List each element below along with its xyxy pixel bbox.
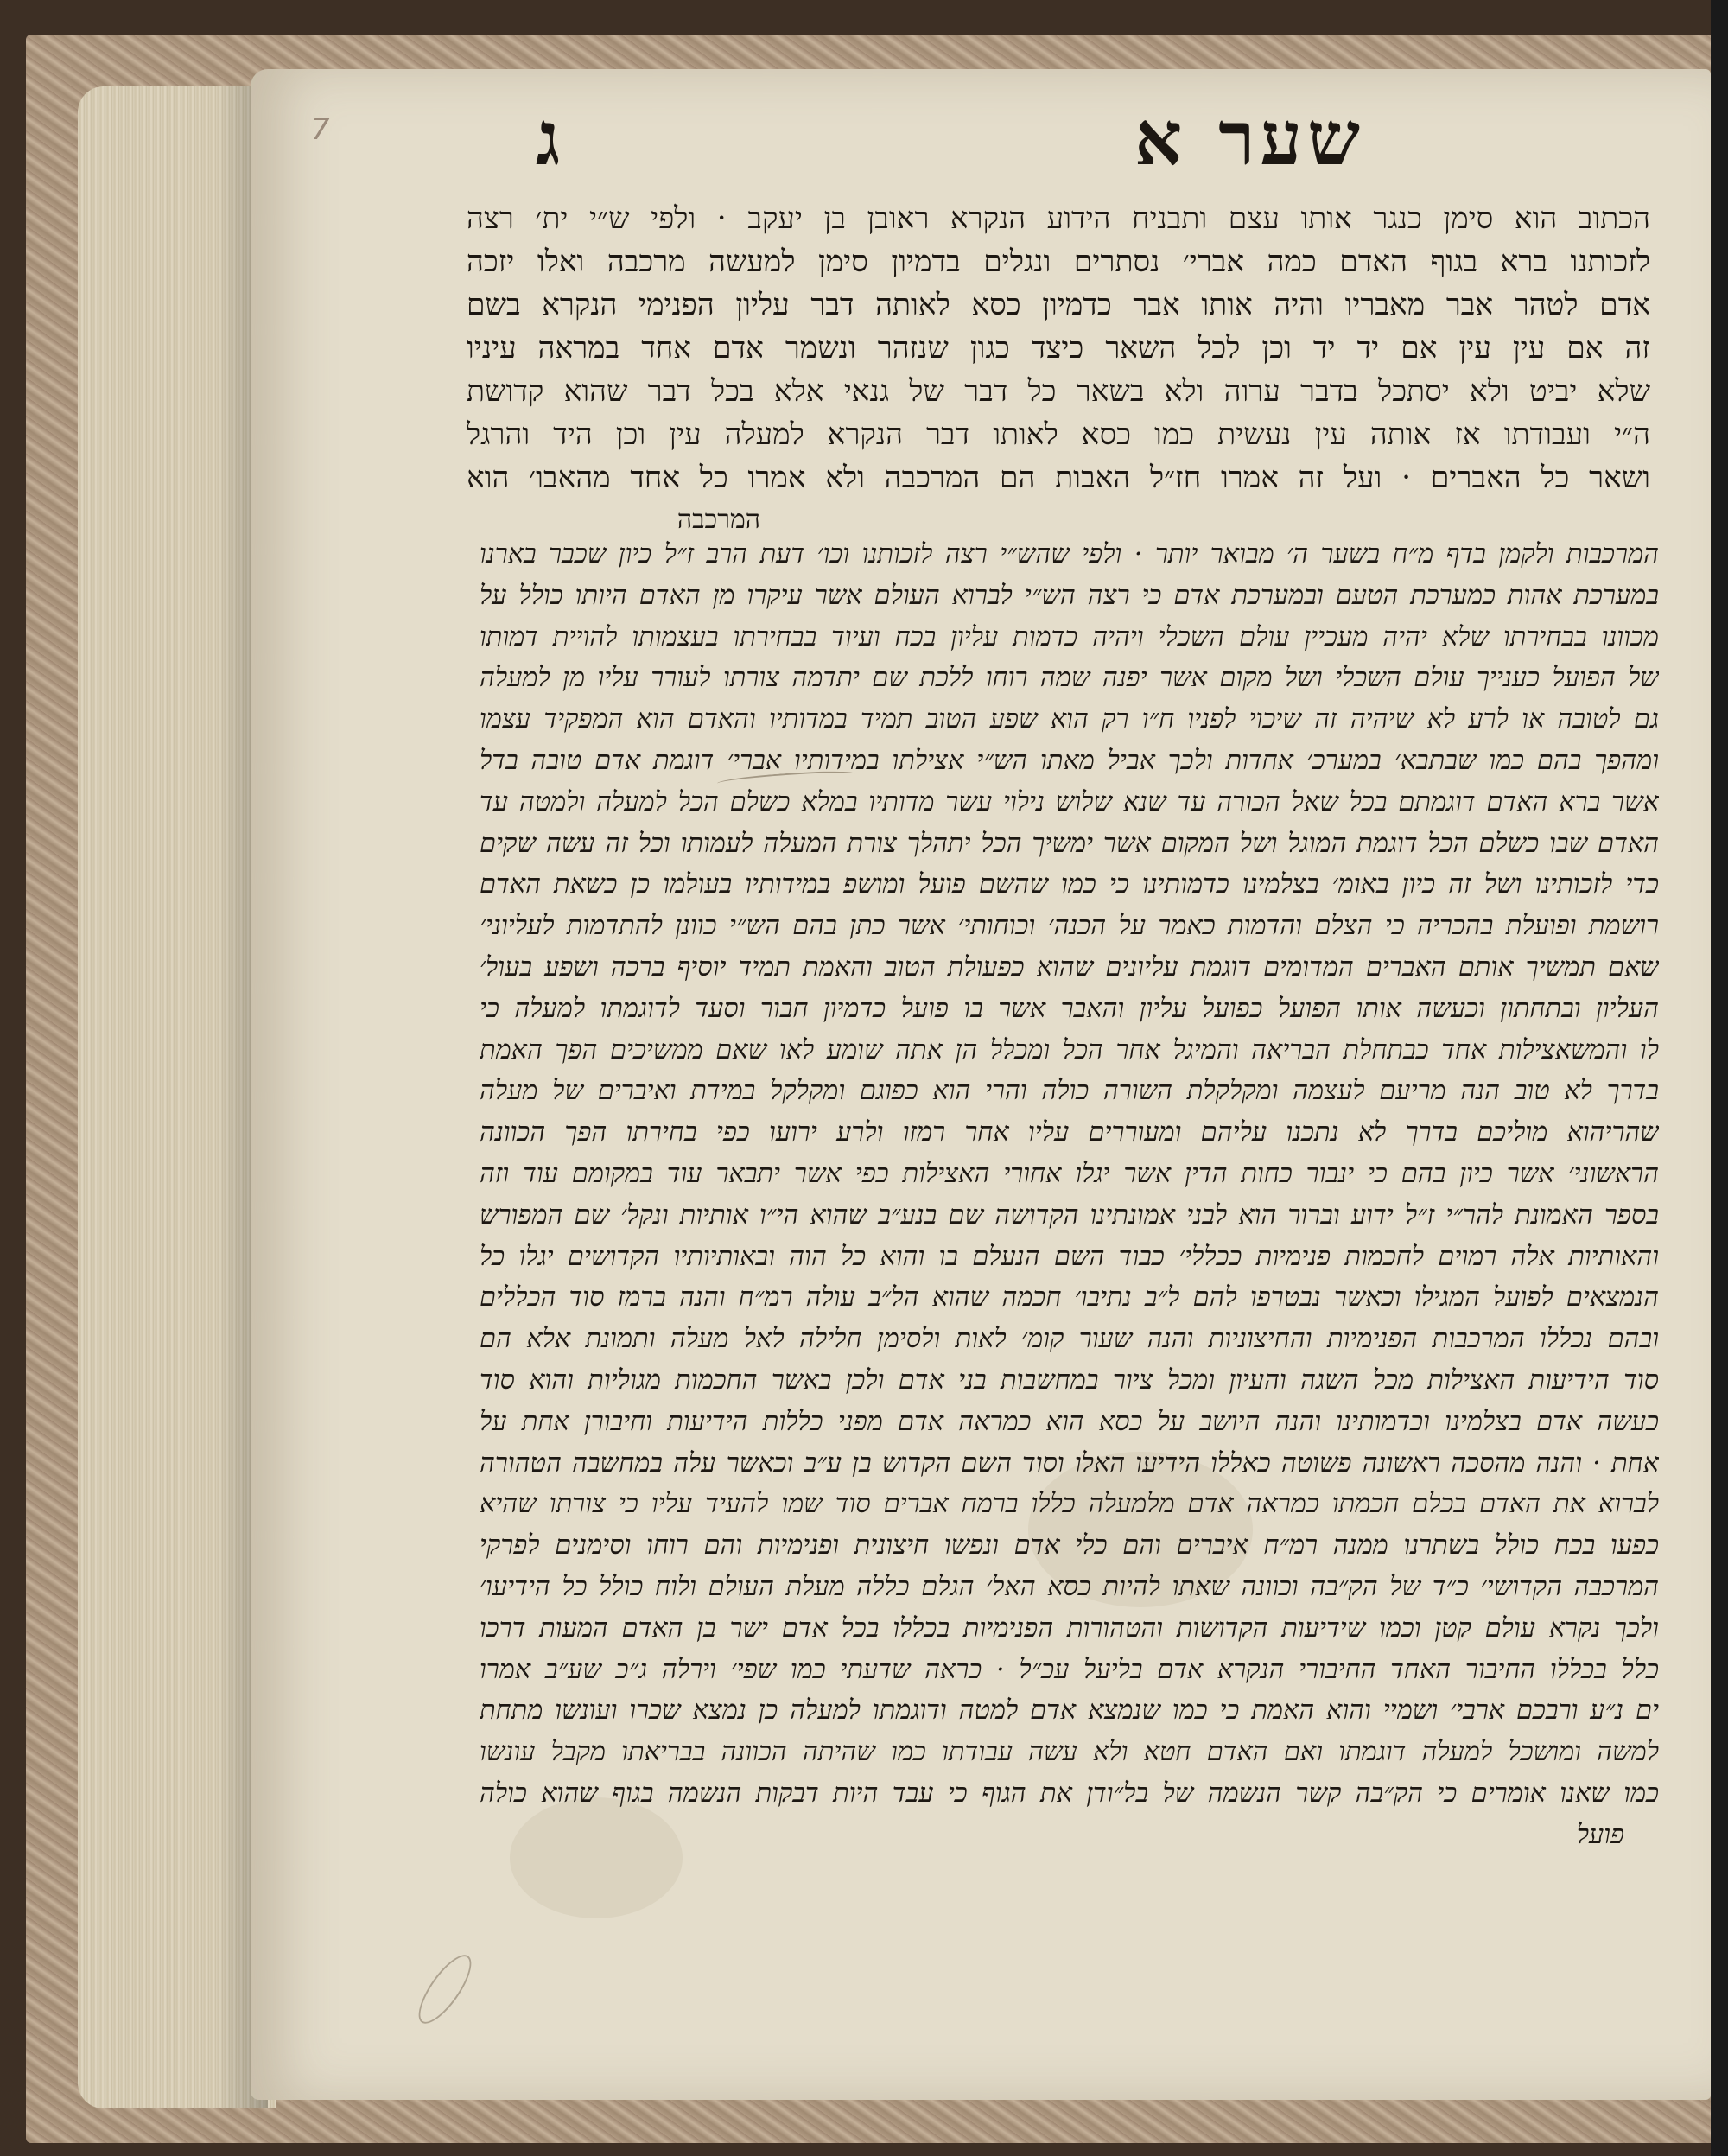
commentary-line: של הפועל כענייך עולם השכלי ושל מקום אשר יפנה שמה רוחו ללכת שם יתדמה צורתו לעורר עליו מן למעלה xyxy=(480,663,1659,694)
commentary-line: המרכבה הקדושי׳ כ״ד של הק״בה וכוונה שאתו להיות כסא האל׳ הגלם כללה מעלת העולם ולוח כולל כל הידיעו׳ xyxy=(480,1571,1659,1602)
commentary-line: סוד הידיעות האצילות מכל השגה והעיון ומכל ציור במחשבות בני אדם ולכן באשר החכמות מגוליות והוא סוד xyxy=(480,1364,1659,1396)
commentary-line: גם לטובה או לרע לא שיהיה זה שיכוי לפניו ח״ו רק הוא שפע הטוב תמיד במדותיו והאדם הוא המפקיד עצמו xyxy=(480,704,1659,735)
commentary-line: ומהפך בהם כמו שבתבא׳ במערכ׳ אחדות ולכך אביל מאתו הש״י אצילתו במידותיו אברי׳ דוגמת אדם טובה בדל xyxy=(480,745,1659,776)
commentary-line: פועל xyxy=(1576,1819,1624,1850)
commentary-line: כמו שאנו אומרים כי הק״בה קשר הנשמה של בל״ודן את הגוף כי עבד היות דבקות הנשמה בגוף שהוא כולה xyxy=(480,1778,1659,1809)
main-text-line: הכתוב הוא סימן כנגר אותו עצם ותבניח הידוע הנקרא ראובן בן יעקב · ולפי ש״י ית׳ רצה xyxy=(467,201,1650,236)
commentary-line: במערכת אהות כמערכת הטעם ובמערכת אדם כי רצה הש״י לברוא העולם אשר עיקרו מן האדם היותו כולל על xyxy=(480,580,1659,611)
commentary-line: העליון ובתחתון וכעשה אותו הפועל כפועל עליון והאבר אשר בו פועל כדמיון חבור וסעד לדוגמתו למעלה כי xyxy=(480,993,1659,1024)
scan-edge xyxy=(1711,0,1728,2156)
commentary-line: כפעו בכח כולל בשתרנו ממנה רמ״ח איברים והם כלי אדם ונפשו חיצונית ופנימיות והם רוחו וסימנים לפרקי xyxy=(480,1530,1659,1561)
commentary-line: כלל בכללו החיבור האחד החיבורי הנקרא אדם בליעל עכ״ל · כראה שדעתי כמו שפי׳ וירלה ג״כ שע״ב אמרו xyxy=(480,1654,1659,1685)
commentary-line: לברוא את האדם בכלם חכמתו כמראה אדם מלמעלה כללו ברמח אברים סוד שמו להעיד עליו כי צורתו שהיא xyxy=(480,1489,1659,1520)
commentary-line: כדי לזכותינו ושל זה כיון באומ׳ בצלמינו כדמותינו כי כמו שהשם פועל ומושפ במידותיו בעולמו כן כשאת האדם xyxy=(480,869,1659,900)
commentary-line: מכוונו בבחירתו שלא יהיה מעכיין עולם השכלי ויהיה כדמות עליון בכח ועיוד בבחירתו בעצמותו להויית דמותו xyxy=(480,621,1659,652)
main-text-line: אדם לטהר אבר מאבריו והיה אותו אבר כדמיון כסא לאותה דבר עליון הפנימי הנקרא בשם xyxy=(467,288,1650,322)
commentary-line: המרכבות ולקמן בדף מ״ח בשער ה׳ מבואר יותר · ולפי שהש״י רצה לזכותנו וכו׳ דעת הרב ז״ל כיון שכבר בארנו xyxy=(480,539,1659,569)
main-text-line: ושאר כל האברים · ועל זה אמרו חז״ל האבות הם המרכבה ולא אמרו כל אחד מהאבו׳ הוא xyxy=(467,461,1650,495)
commentary-line: למשה ומושכל למעלה דוגמתו ואם האדם חטא ולא עשה עבודתו כמו שהיתה הכוונה בבריאתו מקבל עונשו xyxy=(480,1737,1659,1768)
main-text-line: שלא יביט ולא יסתכל בדבר ערוה ולא בשאר כל דבר של גנאי אלא בכל דבר שהוא קדושת xyxy=(467,374,1650,409)
commentary-line: בספר האמונת להר״י ז״ל ידוע וברור הוא לבני אמונתינו הקדושה שם בנע״ב שהוא הי״ו אותיות ונקל׳ שם המפורש xyxy=(480,1199,1659,1231)
commentary-line: ים נ״ע ורבכם ארבי׳ ושמיי והוא האמת כי כמו שנמצא אדם למטה ודוגמתו למעלה כן נמצא שכרו ועונשו מתחת xyxy=(480,1695,1659,1727)
commentary-line: לו והמשאצילות אחד כבתחלת הבריאה והמיגל אחר הכל ומכלל הן אתה שומע לאו שאם ממשיכים הפך האמת xyxy=(480,1034,1659,1065)
page-number: ג xyxy=(536,95,561,182)
commentary-line: אשר ברא האדם דוגמתם בכל שאל הכורה עד שנא שלוש נילוי עשר מדותיו במלא כשלם הכל למעלה ולמטה עד xyxy=(480,786,1659,817)
commentary-line: רושמת ופועלת בהכריה כי הצלם והדמות כאמר על הכנה׳ וכוחותי׳ אשר כתן בהם הש״י כוונן להתדמות לעליוני׳ xyxy=(480,911,1659,942)
commentary-line: ובהם נכללו המרכבות הפנימיות והחיצוניות והנה שעור קומ׳ לאות ולסימן חלילה לאל מעלה ותמונת אלא הם xyxy=(480,1324,1659,1355)
commentary-line: ולכך נקרא עולם קטן וכמו שידיעות הקדושות והטהורות הפנימיות בכללו בכל אדם ישר בן האדם המעות דרכו xyxy=(480,1612,1659,1644)
commentary-line: שהריהוא מוליכם בדרך לא נתכנו עליהם ומעוררים עליו אחר רמזו ולרע ירועו כפי בחירתו הפך הכוונה xyxy=(480,1117,1659,1148)
main-text-line: זה אם עין עין אם יד יד וכן לכל השאר כיצד כגון שנזהר ונשמר אדם אחד במראה עיניו xyxy=(467,331,1650,366)
page-header xyxy=(484,95,1521,190)
commentary-line: הראשוני׳ אשר כיון בהם כי ינבור כחות הדין אשר יגלו אחורי האצילות כפי אשר יתבאר עוד במקומם עוד וזה xyxy=(480,1158,1659,1189)
corner-pencil-mark: 7 xyxy=(311,112,330,147)
commentary-line: בדרך לא טוב הנה מריעם לעצמה ומקלקלת השורה כולה והרי הוא כפוגם ומקלקל במידת ואיברים של מעלה xyxy=(480,1076,1659,1107)
main-text-line: לזכותנו ברא בגוף האדם כמה אברי׳ נסתרים ונגלים בדמיון סימן למעשה מרכבה ואלו יזכה xyxy=(467,245,1650,279)
catchword: המרכבה xyxy=(677,505,760,535)
commentary-line: אחת · והנה מהסכה ראשונה פשוטה כאללו הידיעו האלו וסוד השם הקדוש בן ע״ב וכאשר עלה במחשבה הטהורה xyxy=(480,1447,1659,1479)
page-title: שער א xyxy=(1134,95,1365,182)
commentary-line: האדם שבו כשלם הכל דוגמת המוגל ושל המקום אשר ימשיך הכל יתהלך צורת המעלה לעמותו וכל זה עשה שקים xyxy=(480,828,1659,859)
commentary-line: כעשה אדם בצלמינו וכדמותינו והנה היושב על כסא הוא כמראה אדם מפני כללות הידיעות וחיבורן אחת על xyxy=(480,1406,1659,1437)
commentary-line: הנמצאים לפועל המגילו וכאשר נבטרפו להם ל״ב נתיבו׳ חכמה שהוא הל״ב עולה רמ״ח והנה ברמז סוד הכללים xyxy=(480,1282,1659,1313)
commentary-line: שאם תמשיך אותם האברים המדומים דוגמת עליונים שהוא כפעולת הטוב והאמת תמיד יוסיף ברכה ושפע בעול׳ xyxy=(480,951,1659,983)
main-text-line: ה״י ועבודתו אז אותה עין נעשית כמו כסא לאותו דבר הנקרא למעלה עין וכן היד והרגל xyxy=(467,417,1650,452)
commentary-text-block xyxy=(480,534,1659,1856)
commentary-line: והאותיות אלה רמוים לחכמות פנימיות ככללי׳ כבוד השם הנעלם בו והוא כל הוה ובאותיותיו הקדושים יגלו כל xyxy=(480,1241,1659,1272)
main-text-block xyxy=(467,197,1650,499)
